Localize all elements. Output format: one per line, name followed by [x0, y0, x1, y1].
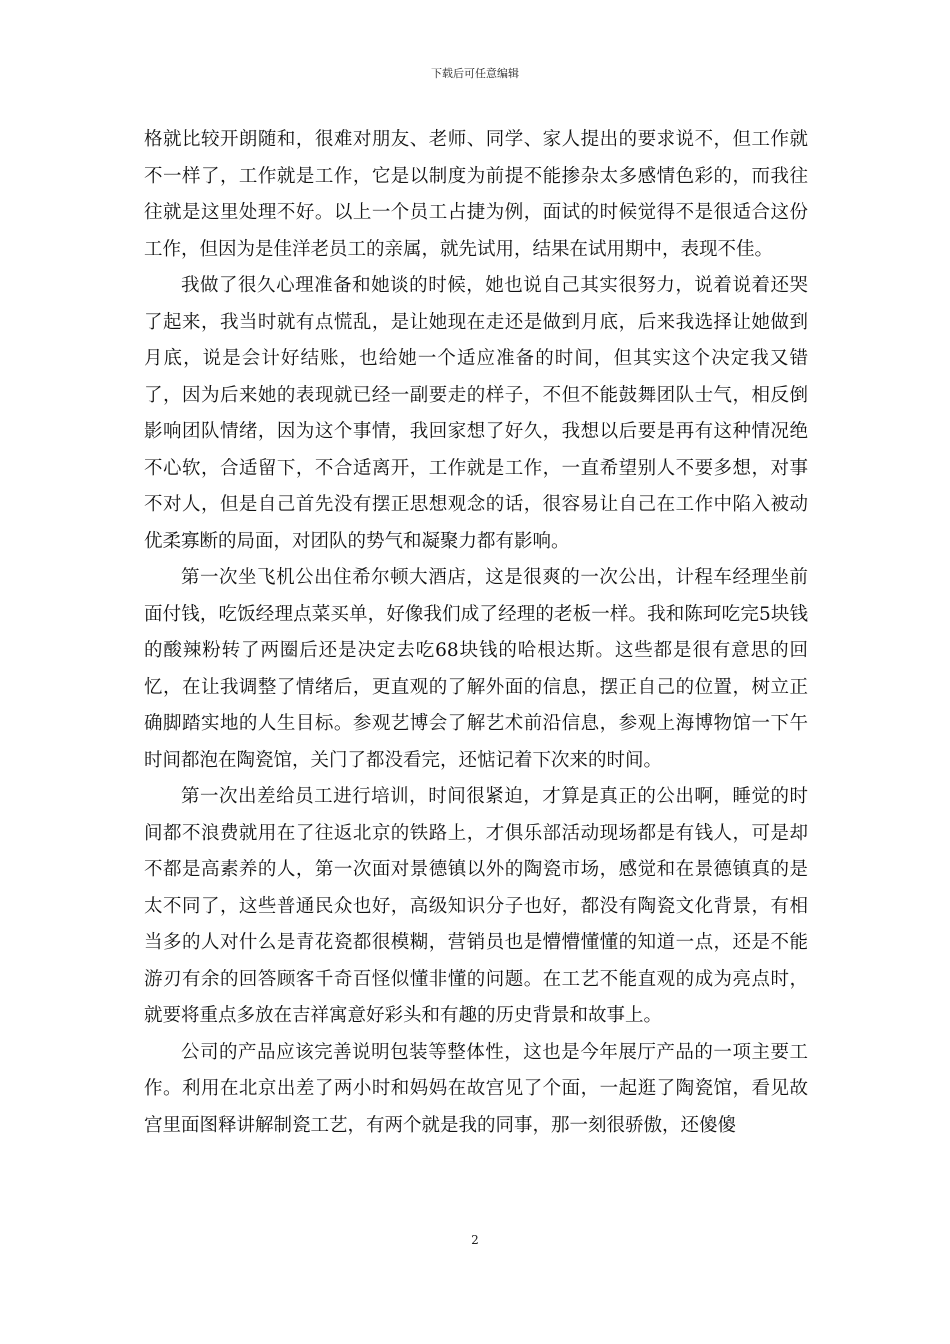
paragraph: 第一次出差给员工进行培训，时间很紧迫，才算是真正的公出啊，睡觉的时间都不浪费就用在了往返北京的铁路上，才俱乐部活动现场都是有钱人，可是却不都是高素养的人，第一次面对景德镇以外的陶瓷市场，感觉和在景德镇真的是太不同了，这些普通民众也好，高级知识分子也好，都没有陶瓷文化背景，有相当多的人对什么是青花瓷都很模糊，营销员也是懵懵懂懂的知道一点，还是不能游刃有余的回答顾客千奇百怪似懂非懂的问题。在工艺不能直观的成为亮点时，就要将重点多放在吉祥寓意好彩头和有趣的历史背景和故事上。: [144, 786, 808, 1026]
paragraph: 第一次坐飞机公出住希尔顿大酒店，这是很爽的一次公出，计程车经理坐前面付钱，吃饭经理点菜买单，好像我们成了经理的老板一样。我和陈珂吃完5块钱的酸辣粉转了两圈后还是决定去吃68块钱的哈根达斯。这些都是很有意思的回忆，在让我调整了情绪后，更直观的了解外面的信息，摆正自己的位置，树立正确脚踏实地的人生目标。参观艺博会了解艺术前沿信息，参观上海博物馆一下午时间都泡在陶瓷馆，关门了都没看完，还惦记着下次来的时间。: [144, 567, 808, 771]
page-header: 下载后可任意编辑: [431, 67, 519, 80]
paragraph: 公司的产品应该完善说明包装等整体性，这也是今年展厅产品的一项主要工作。利用在北京出差了两小时和妈妈在故宫见了个面，一起逛了陶瓷馆，看见故宫里面图释讲解制瓷工艺，有两个就是我的同事，那一刻很骄傲，还傻傻: [144, 1041, 808, 1136]
paragraph: 我做了很久心理准备和她谈的时候，她也说自己其实很努力，说着说着还哭了起来，我当时就有点慌乱，是让她现在走还是做到月底，后来我选择让她做到月底，说是会计好结账，也给她一个适应准备的时间，但其实这个决定我又错了，因为后来她的表现就已经一副要走的样子，不但不能鼓舞团队士气，相反倒影响团队情绪，因为这个事情，我回家想了好久，我想以后要是再有这种情况绝不心软，合适留下，不合适离开，工作就是工作，一直希望别人不要多想，对事不对人，但是自己首先没有摆正思想观念的话，很容易让自己在工作中陷入被动优柔寡断的局面，对团队的势气和凝聚力都有影响。: [144, 275, 808, 552]
paragraph-continued: 格就比较开朗随和，很难对朋友、老师、同学、家人提出的要求说不，但工作就不一样了，工作就是工作，它是以制度为前提不能掺杂太多感情色彩的，而我往往就是这里处理不好。以上一个员工占捷为例，面试的时候觉得不是很适合这份工作，但因为是佳洋老员工的亲属，就先试用，结果在试用期中，表现不佳。: [144, 129, 808, 260]
page-number: 2: [471, 1233, 479, 1247]
document-body: [144, 122, 808, 1144]
